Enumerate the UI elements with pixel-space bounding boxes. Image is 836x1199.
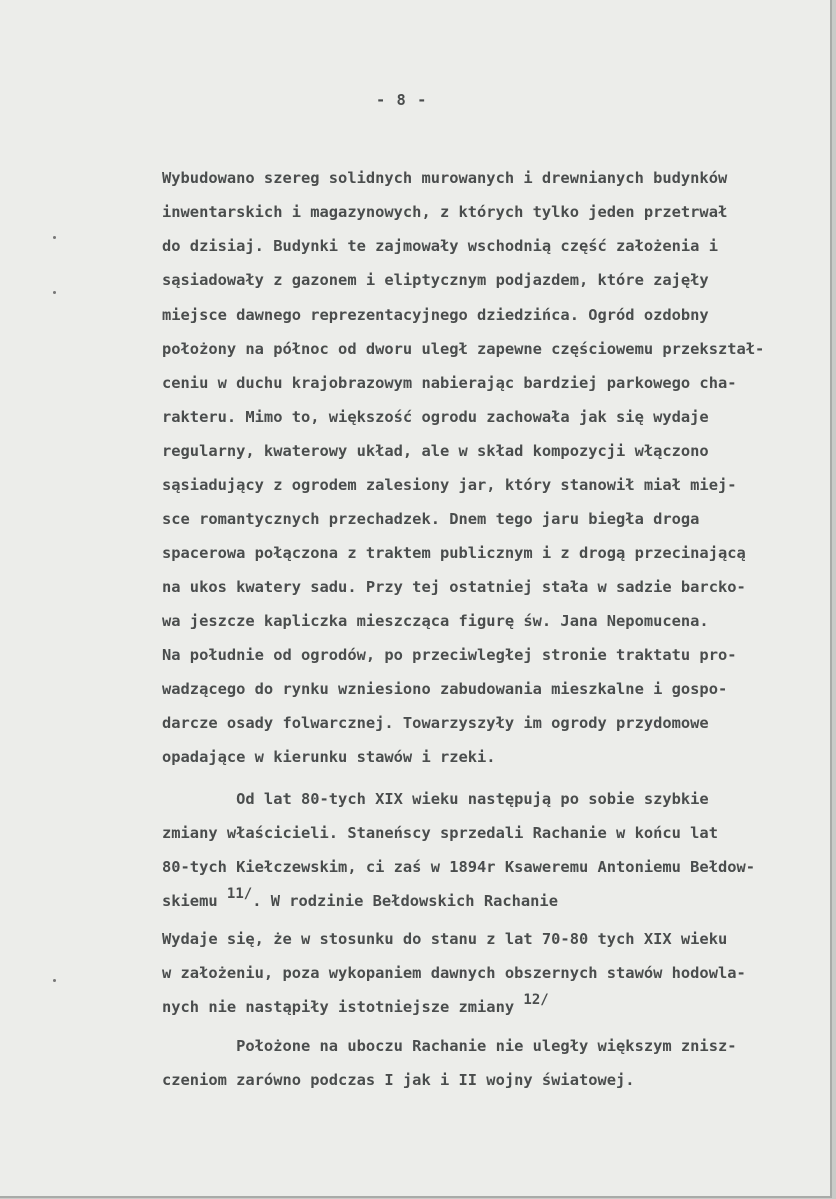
margin-mark [53,979,56,982]
text-line: regularny, kwaterowy układ, ale w skład kompozycji włączono [162,442,709,460]
text-line: rakteru. Mimo to, większość ogrodu zachowała jak się wydaje [162,408,709,426]
text-line: czeniom zarówno podczas I jak i II wojny światowej. [162,1071,635,1089]
text-line: położony na północ od dworu uległ zapewne częściowemu przekształ- [162,340,765,358]
text-line: inwentarskich i magazynowych, z których tylko jeden przetrwał [162,203,728,221]
text-line: miejsce dawnego reprezentacyjnego dziedzińca. Ogród ozdobny [162,306,709,324]
text-line: zmiany właścicieli. Staneńscy sprzedali Rachanie w końcu lat [162,824,718,842]
text-line [162,992,549,1016]
text-line: Wybudowano szereg solidnych murowanych i drewnianych budynków [162,169,728,187]
text-line: do dzisiaj. Budynki te zajmowały wschodnią część założenia i [162,237,718,255]
text-line: darcze osady folwarcznej. Towarzyszyły im ogrody przydomowe [162,714,709,732]
text-line: na ukos kwatery sadu. Przy tej ostatniej stała w sadzie barcko- [162,578,746,596]
text-line: Położone na uboczu Rachanie nie uległy większym znisz- [162,1037,737,1055]
footnote-ref: 12/ [523,992,549,1008]
margin-mark [53,236,56,239]
text-line: sąsiadujący z ogrodem zalesiony jar, który stanowił miał miej- [162,476,737,494]
text-fragment: . W rodzinie Bełdowskich Rachanie [252,892,558,910]
text-line: ceniu w duchu krajobrazowym nabierając bardziej parkowego cha- [162,374,737,392]
text-line: Wydaje się, że w stosunku do stanu z lat 70-80 tych XIX wieku [162,930,728,948]
text-fragment: nych nie nastąpiły istotniejsze zmiany [162,998,515,1016]
text-line: Od lat 80-tych XIX wieku następują po sobie szybkie [162,790,709,808]
text-line: sąsiadowały z gazonem i eliptycznym podjazdem, które zajęły [162,271,709,289]
text-line: w założeniu, poza wykopaniem dawnych obszernych stawów hodowla- [162,964,746,982]
text-line [162,886,558,910]
text-fragment: skiemu [162,892,218,910]
text-line: 80-tych Kiełczewskim, ci zaś w 1894r Ksaweremu Antoniemu Bełdow- [162,858,756,876]
footnote-ref: 11/ [226,886,253,902]
text-line: wadzącego do rynku wzniesiono zabudowania mieszkalne i gospo- [162,680,728,698]
text-line: sce romantycznych przechadzek. Dnem tego jaru biegła droga [162,510,700,528]
text-line: Na południe od ogrodów, po przeciwległej stronie traktatu pro- [162,646,737,664]
margin-mark [53,291,56,294]
text-line: wa jeszcze kapliczka mieszcząca figurę św. Jana Nepomucena. [162,612,709,630]
page-number: - 8 - [376,91,428,109]
text-line: spacerowa połączona z traktem publicznym i z drogą przecinającą [162,544,746,562]
text-line: opadające w kierunku stawów i rzeki. [162,748,496,766]
